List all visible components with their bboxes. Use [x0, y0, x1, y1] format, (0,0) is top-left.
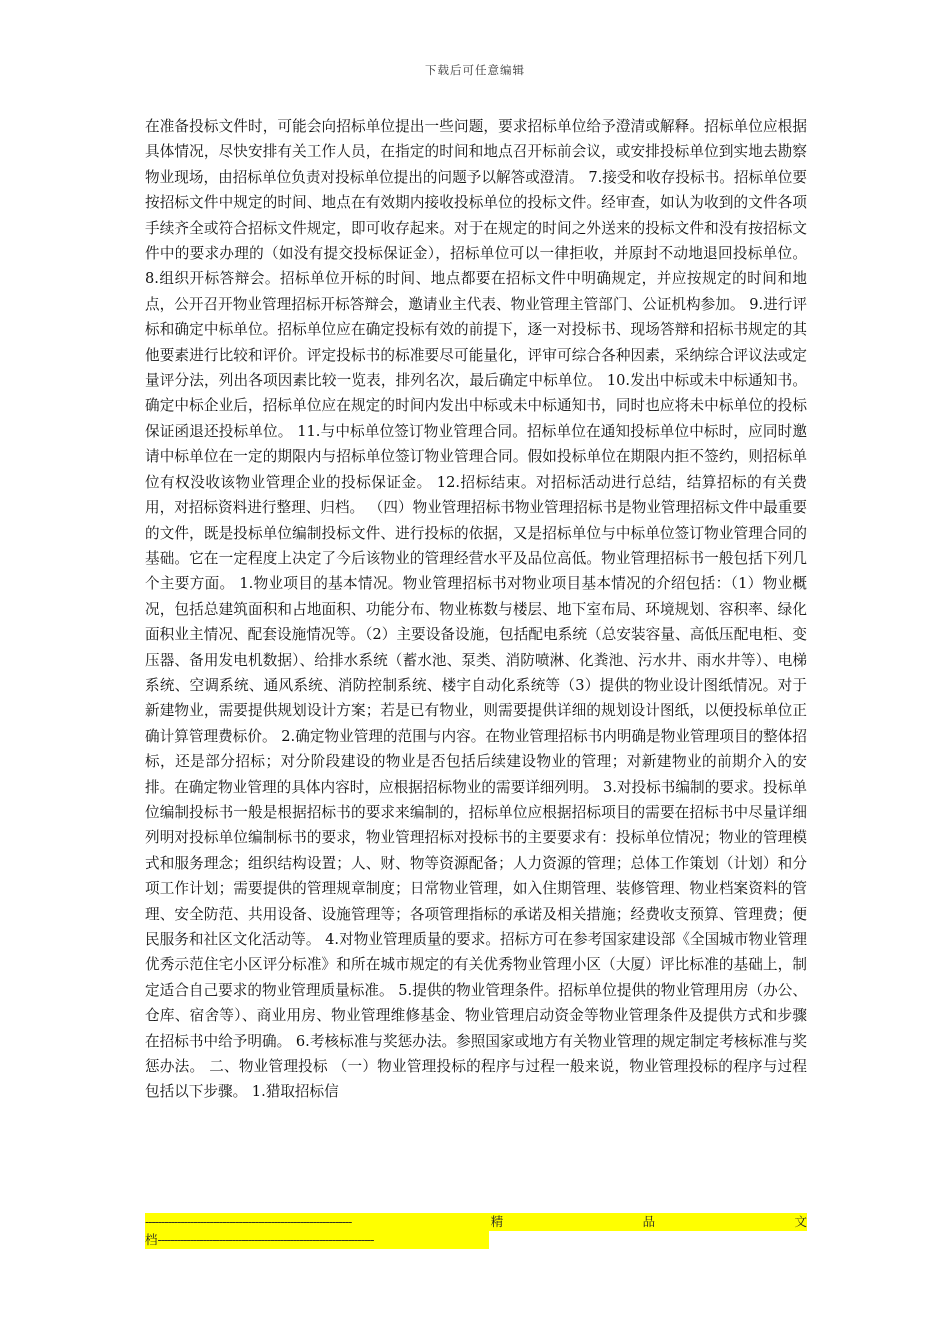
- page-header: 下载后可任意编辑: [425, 63, 525, 77]
- footer-char-pin: 品: [642, 1214, 656, 1229]
- footer-line-2: [145, 1231, 489, 1249]
- footer-line-1: [145, 1213, 807, 1231]
- page-footer: [145, 1213, 807, 1254]
- footer-dashes-2: -------------------------------------------------------------------: [157, 1232, 374, 1247]
- footer-char-dang: 档: [145, 1232, 158, 1247]
- footer-dashes-1: ----------------------------------------------------------------: [145, 1214, 352, 1229]
- footer-char-wen: 文: [794, 1214, 807, 1229]
- body-paragraph: 在准备投标文件时，可能会向招标单位提出一些问题，要求招标单位给予澄清或解释。招标单位应根据具体情况，尽快安排有关工作人员，在指定的时间和地点召开标前会议，或安排投标单位到实地去勘察物业现场，由招标单位负责对投标单位提出的问题予以解答或澄清。 7.接受和收存投标书。招标单位要按招标文件中规定的时间、地点在有效期内接收投标单位的投标文件。经审查，如认为收到的文件各项手续齐全或符合招标文件规定，即可收存起来。对于在规定的时间之外送来的投标文件和没有按招标文件中的要求办理的（如没有提交投标保证金），招标单位可以一律拒收，并原封不动地退回投标单位。 8.组织开标答辩会。招标单位开标的时间、地点都要在招标文件中明确规定，并应按规定的时间和地点，公开召开物业管理招标开标答辩会，邀请业主代表、物业管理主管部门、公证机构参加。 9.进行评标和确定中标单位。招标单位应在确定投标有效的前提下，逐一对投标书、现场答辩和招标书规定的其他要素进行比较和评价。评定投标书的标准要尽可能量化，评审可综合各种因素，采纳综合评议法或定量评分法，列出各项因素比较一览表，排列名次，最后确定中标单位。 10.发出中标或未中标通知书。确定中标企业后，招标单位应在规定的时间内发出中标或未中标通知书，同时也应将未中标单位的投标保证函退还投标单位。 11.与中标单位签订物业管理合同。招标单位在通知投标单位中标时，应同时邀请中标单位在一定的期限内与招标单位签订物业管理合同。假如投标单位在期限内拒不签约，则招标单位有权没收该物业管理企业的投标保证金。 12.招标结束。对招标活动进行总结，结算招标的有关费用，对招标资料进行整理、归档。 （四）物业管理招标书物业管理招标书是物业管理招标文件中最重要的文件，既是投标单位编制投标文件、进行投标的依据，又是招标单位与中标单位签订物业管理合同的基础。它在一定程度上决定了今后该物业的管理经营水平及品位高低。物业管理招标书一般包括下列几个主要方面。 1.物业项目的基本情况。物业管理招标书对物业项目基本情况的介绍包括：（1）物业概况，包括总建筑面积和占地面积、功能分布、物业栋数与楼层、地下室布局、环境规划、容积率、绿化面积业主情况、配套设施情况等。（2）主要设备设施，包括配电系统（总安装容量、高低压配电柜、变压器、备用发电机数据）、给排水系统（蓄水池、泵类、消防喷淋、化粪池、污水井、雨水井等）、电梯系统、空调系统、通风系统、消防控制系统、楼宇自动化系统等（3）提供的物业设计图纸情况。对于新建物业，需要提供规划设计方案；若是已有物业，则需要提供详细的规划设计图纸，以便投标单位正确计算管理费标价。 2.确定物业管理的范围与内容。在物业管理招标书内明确是物业管理项目的整体招标，还是部分招标；对分阶段建设的物业是否包括后续建设物业的管理；对新建物业的前期介入的安排。在确定物业管理的具体内容时，应根据招标物业的需要详细列明。 3.对投标书编制的要求。投标单位编制投标书一般是根据招标书的要求来编制的，招标单位应根据招标项目的需要在招标书中尽量详细列明对投标单位编制标书的要求，物业管理招标对投标书的主要要求有：投标单位情况；物业的管理模式和服务理念；组织结构设置；人、财、物等资源配备；人力资源的管理；总体工作策划（计划）和分项工作计划；需要提供的管理规章制度；日常物业管理，如入住期管理、装修管理、物业档案资料的管理、安全防范、共用设备、设施管理等；各项管理指标的承诺及相关措施；经费收支预算、管理费；便民服务和社区文化活动等。 4.对物业管理质量的要求。招标方可在参考国家建设部《全国城市物业管理优秀示范住宅小区评分标准》和所在城市规定的有关优秀物业管理小区（大厦）评比标准的基础上，制定适合自己要求的物业管理质量标准。 5.提供的物业管理条件。招标单位提供的物业管理用房（办公、仓库、宿舍等）、商业用房、物业管理维修基金、物业管理启动资金等物业管理条件及提供方式和步骤在招标书中给予明确。 6.考核标准与奖惩办法。参照国家或地方有关物业管理的规定制定考核标准与奖惩办法。 二、物业管理投标 （一）物业管理投标的程序与过程一般来说，物业管理投标的程序与过程包括以下步骤。 1.猎取招标信: [145, 118, 807, 1101]
- footer-char-jing: 精: [490, 1214, 504, 1229]
